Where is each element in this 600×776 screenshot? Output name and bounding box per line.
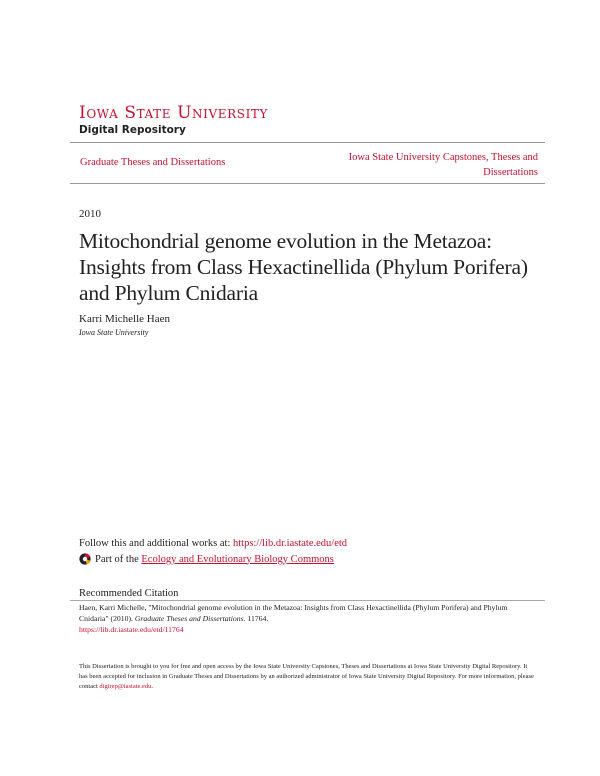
part-of-line [79,553,334,565]
notice-text: This Dissertation is brought to you for free and open access by the Iowa State University Capstones, Theses and Dissertations at Iowa State University Digital Repository. It has been accepted for inclusion in Graduate Theses and Dissertations by an authorized administrator of Iowa State University Digital Repository. For more information, please contact [79,663,534,691]
series-link-capstones[interactable]: Iowa State University Capstones, Theses and Dissertations [348,152,538,179]
author-name: Karri Michelle Haen [79,313,171,325]
citation-divider [70,600,545,601]
citation-block [79,603,534,636]
series-link-graduate-theses[interactable]: Graduate Theses and Dissertations [80,157,226,168]
recommended-citation-heading: Recommended Citation [79,588,179,599]
citation-number: . 11764. [243,613,269,623]
contact-email-link[interactable]: digirep@iastate.edu [99,683,152,691]
part-of-prefix: Part of the [95,553,139,565]
document-title: Mitochondrial genome evolution in the Metazoa: Insights from Class Hexactinellida (Phylum Porifera) and Phylum Cnidaria [79,229,528,305]
ecology-commons-link[interactable]: Ecology and Evolutionary Biology Commons [141,553,334,565]
commons-network-icon [79,553,91,565]
follow-line [79,538,347,549]
follow-text: Follow this and additional works at: [79,538,233,549]
access-notice [79,662,534,692]
citation-text: Haen, Karri Michelle, "Mitochondrial genome evolution in the Metazoa: Insights from Class Hexactinellida (Phylum Porifera) and Phylum Cnidaria" (2010). [79,603,508,623]
author-affiliation: Iowa State University [79,328,149,337]
notice-end: . [151,683,154,691]
publication-year: 2010 [79,208,101,220]
citation-url-link[interactable]: https://lib.dr.iastate.edu/etd/11764 [79,624,184,634]
citation-journal: Graduate Theses and Dissertations [134,613,244,623]
follow-url-link[interactable]: https://lib.dr.iastate.edu/etd [233,538,348,549]
university-logo-title: Iowa State University [79,103,269,123]
university-logo-subtitle: Digital Repository [79,124,186,136]
